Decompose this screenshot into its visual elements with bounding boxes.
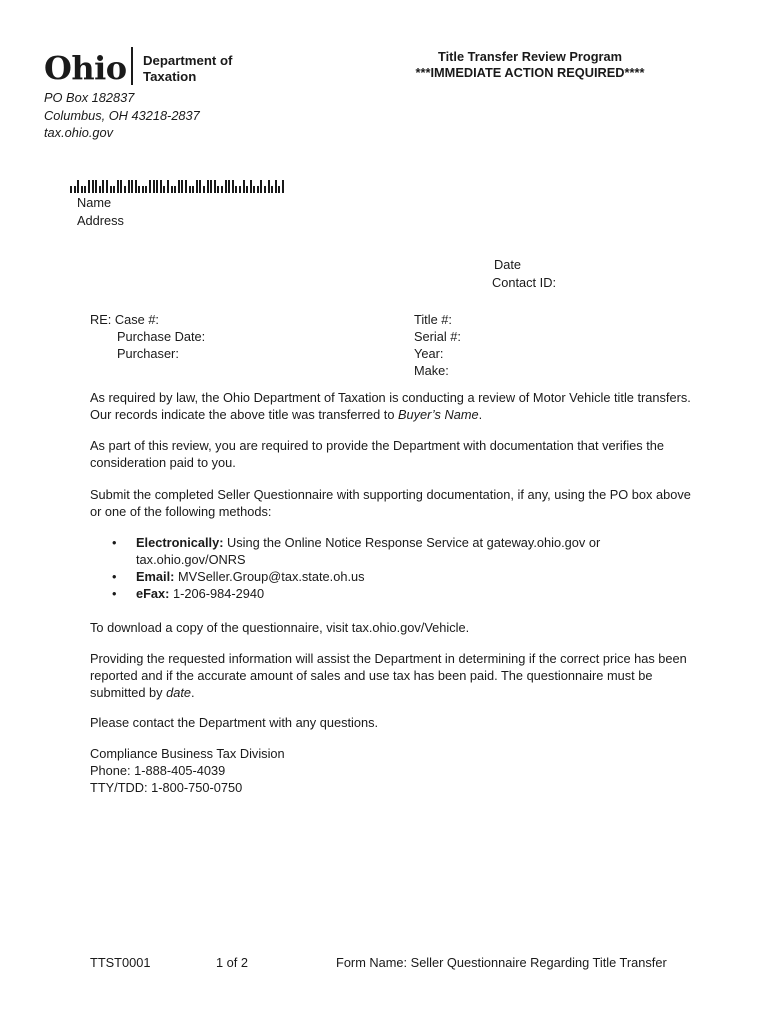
- barcode-bar: [153, 180, 155, 193]
- barcode-bar: [106, 180, 108, 193]
- barcode-bar: [225, 180, 227, 193]
- barcode-bar: [92, 180, 94, 193]
- purchaser-label: Purchaser:: [117, 346, 179, 361]
- barcode-bar: [185, 180, 187, 193]
- bullet-icon: •: [112, 586, 117, 601]
- barcode-bar: [171, 186, 173, 193]
- ohio-logo: Ohio: [44, 49, 127, 87]
- barcode-bar: [232, 180, 234, 193]
- barcode-bar: [210, 180, 212, 193]
- recipient-address: Address: [77, 212, 124, 228]
- recipient-name: Name: [77, 195, 112, 210]
- return-address: [44, 89, 200, 142]
- barcode-bar: [77, 180, 79, 193]
- barcode-bar: [243, 180, 245, 193]
- dept-line-2: Taxation: [143, 68, 197, 84]
- due-date-placeholder: date: [166, 685, 192, 700]
- date-block: [492, 256, 556, 291]
- barcode-bar: [264, 186, 266, 193]
- contact-id-label: Contact ID:: [492, 274, 557, 290]
- contact-info: [90, 745, 700, 796]
- tty-number: TTY/TDD: 1-800-750-0750: [90, 780, 243, 795]
- barcode-bar: [102, 180, 104, 193]
- bullet-icon: •: [112, 569, 117, 584]
- barcode-bar: [192, 186, 194, 193]
- barcode-bar: [95, 180, 97, 193]
- make-label: Make:: [414, 363, 449, 378]
- barcode-bar: [199, 180, 201, 193]
- re-block-left: [90, 311, 205, 362]
- barcode-bar: [120, 180, 122, 193]
- method-efax: [90, 585, 700, 602]
- barcode-bar: [189, 186, 191, 193]
- barcode-bar: [217, 186, 219, 193]
- barcode-bar: [163, 186, 165, 193]
- barcode-bar: [70, 186, 72, 193]
- barcode-bar: [117, 180, 119, 193]
- method-label: eFax:: [136, 586, 170, 601]
- paragraph-review-end: .: [478, 407, 483, 422]
- paragraph-deadline-end: .: [191, 685, 195, 700]
- paragraph-review-text: As required by law, the Ohio Department of Taxation is conducting a review of Motor Vehicle title transfers. Our records indicate the above title was transferred to: [90, 390, 691, 422]
- year-label: Year:: [414, 346, 444, 361]
- barcode-bar: [167, 180, 169, 193]
- barcode-bar: [203, 186, 205, 193]
- paragraph-submit-instructions: Submit the completed Seller Questionnaire with supporting documentation, if any, using the PO box above or one of the following methods:: [90, 487, 691, 519]
- submission-methods: [90, 534, 700, 602]
- method-text: MVSeller.Group@tax.state.oh.us: [174, 569, 365, 584]
- barcode-bar: [160, 180, 162, 193]
- return-address-line-1: PO Box 182837: [44, 90, 135, 105]
- barcode-bar: [156, 180, 158, 193]
- barcode-bar: [81, 186, 83, 193]
- barcode-bar: [275, 180, 277, 193]
- barcode-bar: [268, 180, 270, 193]
- purchase-date-label: Purchase Date:: [117, 329, 206, 344]
- barcode-bar: [221, 186, 223, 193]
- method-electronic: [90, 534, 700, 568]
- barcode-bar: [113, 186, 115, 193]
- paragraph-deadline-text: Providing the requested information will assist the Department in determining if the correct price has been reported and if the accurate amount of sales and use tax has been paid. The questionnaire must be submitted by: [90, 651, 687, 700]
- serial-number-label: Serial #:: [414, 329, 461, 344]
- barcode-bar: [128, 180, 130, 193]
- method-text: Using the Online Notice Response Service at gateway.ohio.gov or tax.ohio.gov/ONRS: [136, 535, 601, 567]
- barcode-bar: [174, 186, 176, 193]
- barcode-bar: [84, 186, 86, 193]
- title-number-label: Title #:: [414, 312, 452, 327]
- methods-list: [90, 534, 700, 602]
- method-text: 1-206-984-2940: [169, 586, 265, 601]
- date-label: Date: [494, 257, 522, 272]
- method-label: Electronically:: [136, 535, 224, 550]
- bullet-icon: •: [112, 535, 117, 550]
- barcode-bar: [149, 180, 151, 193]
- form-name: Form Name: Seller Questionnaire Regarding Title Transfer: [336, 955, 667, 970]
- department-name: [143, 53, 232, 84]
- paragraph-documentation: As part of this review, you are required to provide the Department with documentation that verifies the consideration paid to you.: [90, 438, 665, 470]
- paragraph-contact: Please contact the Department with any questions.: [90, 715, 379, 730]
- barcode-bar: [207, 180, 209, 193]
- return-address-website: tax.ohio.gov: [44, 125, 114, 140]
- dept-line-1: Department of: [143, 53, 233, 68]
- case-label: RE: Case #:: [90, 312, 159, 327]
- paragraph-download: To download a copy of the questionnaire, visit tax.ohio.gov/Vehicle.: [90, 620, 470, 635]
- barcode-bar: [131, 180, 133, 193]
- urgency-notice: ***IMMEDIATE ACTION REQUIRED****: [415, 64, 645, 80]
- barcode-bar: [250, 180, 252, 193]
- barcode-bar: [214, 180, 216, 193]
- program-title: Title Transfer Review Program: [438, 49, 622, 64]
- phone-number: Phone: 1-888-405-4039: [90, 763, 226, 778]
- paragraph-review-notice: [90, 389, 700, 423]
- barcode-bar: [88, 180, 90, 193]
- buyer-name-placeholder: Buyer’s Name: [398, 407, 479, 422]
- barcode-bar: [196, 180, 198, 193]
- barcode-bar: [135, 180, 137, 193]
- barcode-bar: [282, 180, 284, 193]
- form-code: TTST0001: [90, 955, 151, 970]
- barcode-bar: [246, 186, 248, 193]
- barcode-bar: [235, 186, 237, 193]
- barcode-bar: [278, 186, 280, 193]
- re-block-right: [414, 311, 461, 379]
- postal-barcode: [70, 177, 286, 193]
- barcode-bar: [74, 186, 76, 193]
- logo-divider: [131, 47, 133, 85]
- barcode-bar: [228, 180, 230, 193]
- recipient-block: [77, 194, 124, 229]
- barcode-bar: [178, 180, 180, 193]
- page-number: 1 of 2: [216, 955, 249, 970]
- barcode-bar: [110, 186, 112, 193]
- barcode-bar: [181, 180, 183, 193]
- method-label: Email:: [136, 569, 175, 584]
- barcode-bar: [145, 186, 147, 193]
- barcode-bar: [271, 186, 273, 193]
- division-name: Compliance Business Tax Division: [90, 746, 285, 761]
- method-email: [90, 568, 700, 585]
- return-address-line-2: Columbus, OH 43218-2837: [44, 107, 200, 123]
- barcode-bar: [124, 186, 126, 193]
- barcode-bar: [138, 186, 140, 193]
- program-header: [395, 49, 665, 80]
- barcode-bar: [257, 186, 259, 193]
- barcode-bar: [142, 186, 144, 193]
- barcode-bar: [239, 186, 241, 193]
- barcode-bar: [253, 186, 255, 193]
- barcode-bar: [260, 180, 262, 193]
- barcode-bar: [99, 186, 101, 193]
- paragraph-deadline: [90, 650, 700, 701]
